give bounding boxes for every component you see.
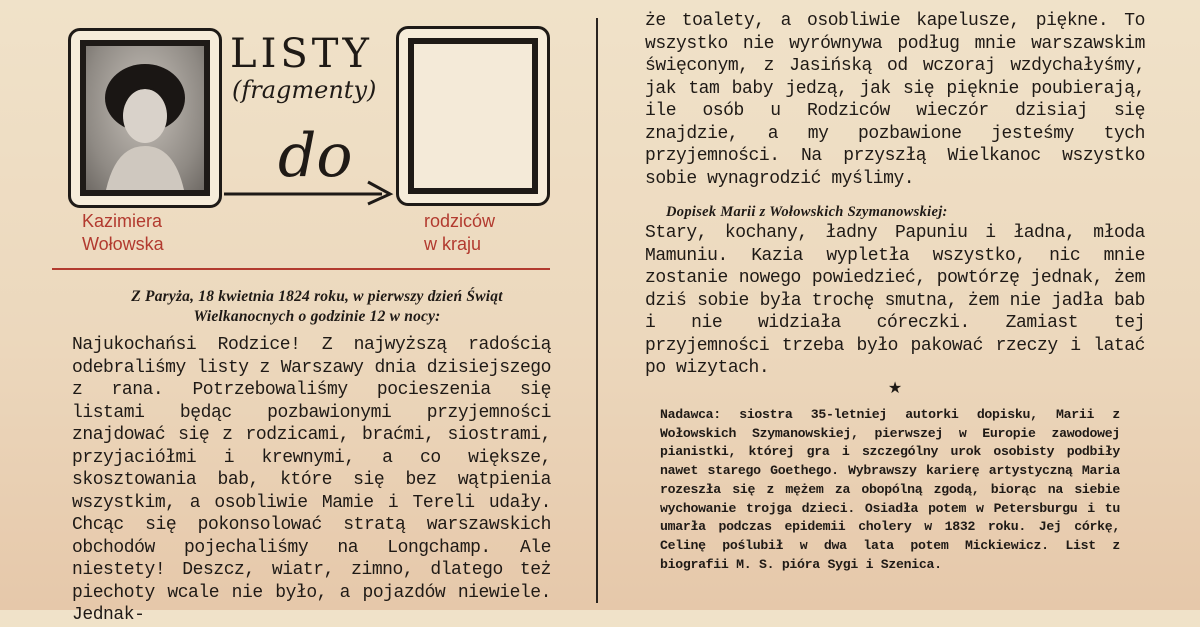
postscript-text: Stary, kochany, ładny Papuniu i ładna, młoda Mamuniu. Kazia wypletła wszystko, nic mnie zostanie nowego powiedzieć, powtórzę jednak, żem dziś sobie była trochę smutna, żem nie jadła bab i nie widziała córeczki. Zamiast tej przyjemności trzeba było pakować rzeczy i latać po wizytach. bbox=[645, 223, 1145, 378]
editor-note: Nadawca: siostra 35-letniej autorki dopisku, Marii z Wołowskich Szymanowskiej, pierwszej w Europie zawodowej pianistki, której gra i szczególny urok osobisty podbiły nawet starego Goethego. Wybrawszy karierę artystyczną Maria rozeszła się z mężem za obopólną zgodą, biorąc na siebie wychowanie trojga dzieci. Osiadła potem w Petersburgu i tu umarła podczas epidemii cholery w 1832 roku. Jej córkę, Celinę poślubił w dwa lata potem Mickiewicz. List z biografii M. S. pióra Sygi i Szenica. bbox=[660, 407, 1120, 572]
portrait-image bbox=[86, 46, 204, 190]
arrow-connector bbox=[222, 170, 397, 210]
recipient-blank bbox=[414, 44, 532, 188]
portrait-illustration bbox=[86, 46, 204, 190]
title-do: do bbox=[278, 121, 353, 191]
title-fragmenty: (fragmenty) bbox=[232, 76, 377, 104]
recipient-name bbox=[424, 210, 495, 256]
letter-left-column: Najukochańsi Rodzice! Z najwyższą radością odebraliśmy listy z Warszawy dnia dzisiejszego z rana. Potrzebowaliśmy pocieszenia się listami będąc pozbawionymi przyjemności znajdować się z rodzicami, braćmi, siostrami, przyjaciółmi i krewnymi, a co większe, skosztowania bab, które się bez wątpienia wszystkim, a osobliwie Mamie i Tereli udały. Chcąc się pokonsolować stratą warszawskich obchodów pojechaliśmy na Longchamp. Ale niestety! Deszcz, wiatr, zimno, dlatego też piechoty wcale nie było, a pojazdów niewiele. Jednak- bbox=[72, 335, 551, 625]
sender-name bbox=[82, 210, 164, 256]
sender-name-line2: Wołowska bbox=[82, 234, 164, 254]
sender-name-line1: Kazimiera bbox=[82, 211, 163, 231]
red-divider bbox=[52, 268, 550, 270]
recipient-frame bbox=[396, 26, 550, 206]
dateline: Z Paryża, 18 kwietnia 1824 roku, w pierwszy dzień Świąt Wielkanocnych o godzinie 12 w nocy: bbox=[131, 288, 503, 325]
letter-right-column: że toalety, a osobliwie kapelusze, piękne. To wszystko nie wyrównywa podług mnie warszawskim święconym, z Jasińską od wczoraj wzdychałyśmy, jak tam baby jedzą, jak się pięknie poubierają, ile osób u Rodziców wieczór dzisiaj się znajdzie, a my pozbawione jesteśmy tych przyjemności. Na przyszłą Wielkanoc wszystko sobie wynagrodzić myślimy. bbox=[645, 11, 1145, 189]
title-listy: LISTY bbox=[230, 31, 373, 77]
section-separator: ★ bbox=[887, 380, 903, 397]
column-rule bbox=[596, 18, 598, 603]
portrait-frame bbox=[68, 28, 222, 208]
recipient-name-line1: rodziców bbox=[424, 211, 496, 231]
postscript-heading: Dopisek Marii z Wołowskich Szymanowskiej: bbox=[666, 204, 948, 220]
recipient-name-line2: w kraju bbox=[424, 234, 482, 254]
